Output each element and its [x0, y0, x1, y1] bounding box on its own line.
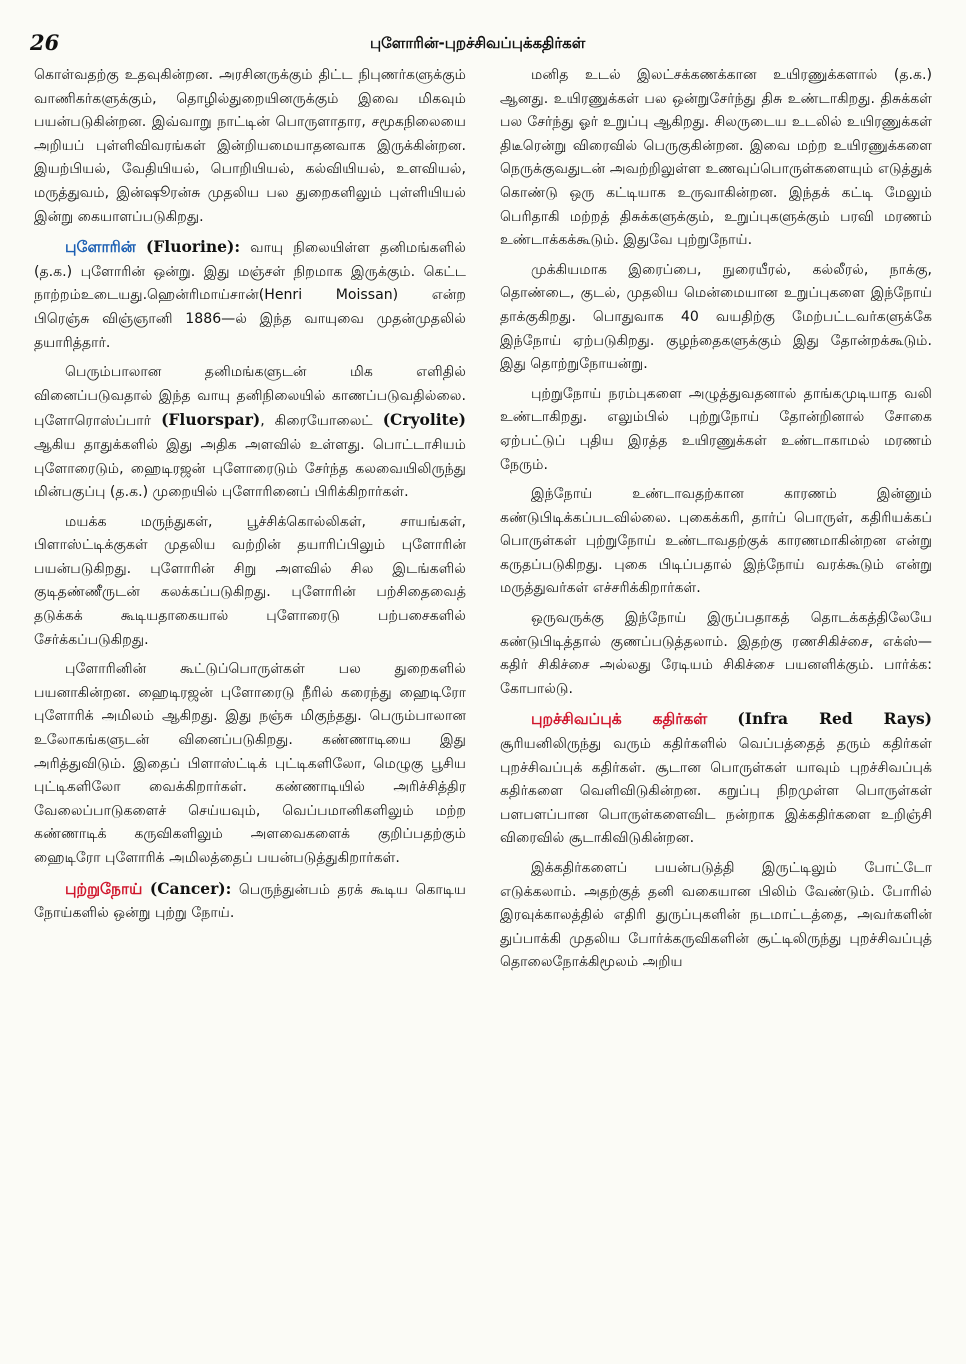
- paragraph-infrared-uses: இக்கதிர்களைப் பயன்படுத்தி இருட்டிலும் போட்டோ எடுக்கலாம். அதற்குத் தனி வகையான பிலிம் வேண்டும். போரில் இரவுக்காலத்தில் எதிரி துருப்புகளின் நடமாட்டத்தை, அவர்களின் துப்பாக்கி முதலிய போர்க்கருவிகளின் சூட்டிலிருந்து புறச்சிவப்புத் தொலைநோக்கிமூலம் அறிய: [500, 860, 932, 971]
- entry-term-infrared: புறச்சிவப்புக் கதிர்கள்: [531, 710, 708, 729]
- entry-english-infrared: (Infra Red Rays): [737, 709, 933, 729]
- entry-cancer: [34, 877, 466, 926]
- paragraph-cancer-organs: முக்கியமாக இரைப்பை, நுரையீரல், கல்லீரல், நாக்கு, தொண்டை, குடல், முதலிய மென்மையான உறுப்புகளை இந்நோய் தாக்குகிறது. பொதுவாக 40 வயதிற்கு மேற்பட்டவர்களுக்கே இந்நோய் ஏற்படுகிறது. குழந்தைகளுக்கும் இது தோன்றக்கூடும். இது தொற்றுநோயன்று.: [500, 261, 932, 373]
- entry-body-fluorine: வாயு நிலையிள்ள தனிமங்களில் (த.க.) புளோரின் ஒன்று. இது மஞ்சள் நிறமாக இருக்கும். கெட்ட நாற்றம்உடையது.ஹென்ரிமாய்சான்(Henri Moissan) என்ற பிரெஞ்சு விஞ்ஞானி 1886—ல் இந்த வாயுவை முதன்முதலில் தயாரித்தார்.: [34, 240, 466, 351]
- paragraph-cancer-pain: புற்றுநோய் நரம்புகளை அழுத்துவதனால் தாங்கமுடியாத வலி உண்டாகிறது. எலும்பில் புற்றுநோய் தோன்றினால் சோகை ஏற்பட்டுப் புதிய இரத்த உயிரணுக்கள் உண்டாகாமல் மரணம் நேரும்.: [500, 385, 932, 473]
- paragraph-statistics-end: கொள்வதற்கு உதவுகின்றன. அரசினருக்கும் திட்ட நிபுணர்களுக்கும் வாணிகர்களுக்கும், தொழில்துறையினருக்கும் இவை மிகவும் பயன்படுகின்றன. இவ்வாறு நாட்டின் பொருளாதார, சமூகநிலையை அறியப் புள்ளிவிவரங்கள் இன்றியமையாதனவாக இருக்கின்றன. இயற்பியல், வேதியியல், பொறியியல், கல்வியியல், உளவியல், மருத்துவம், இன்ஷூரன்சு முதலிய பல துறைகளிலும் புள்ளியியல் இன்று கையாளப்படுகிறது.: [34, 67, 466, 225]
- right-column: [500, 64, 932, 981]
- left-column: [34, 64, 466, 932]
- paragraph-cancer-causes: இந்நோய் உண்டாவதற்கான காரணம் இன்னும் கண்டுபிடிக்கப்படவில்லை. புகைக்கரி, தார்ப் பொருள், கதிரியக்கப் பொருள்கள் புற்றுநோய் உண்டாவதற்குக் காரணமாகின்றன என்று கருதப்படுகிறது. புகை பிடிப்பதால் இந்நோய் வரக்கூடும் என்று மருத்துவர்கள் எச்சரிக்கிறார்கள்.: [500, 486, 932, 597]
- entry-infrared: [500, 707, 932, 851]
- page-number: 26: [30, 30, 60, 55]
- text-segment: பெரும்பாலான தனிமங்களுடன் மிக எளிதில் வினைப்படுவதால் இந்த வாயு தனிநிலையில் காணப்படுவதில்லை. புளோரொஸ்ப்பார்: [34, 364, 466, 430]
- paragraph-fluorine-sources: [34, 361, 466, 505]
- page-header: [30, 30, 940, 60]
- paragraph-fluorine-compounds: புளோரினின் கூட்டுப்பொருள்கள் பல துறைகளில் பயனாகின்றன. ஹைடிரஜன் புளோரைடு நீரில் கரைந்து ஹைடிரோ புளோரிக் அமிலம் ஆகிறது. இது நஞ்சு மிகுந்தது. பெரும்பாலான உலோகங்களுடன் வினைப்படுகிறது. கண்ணாடியை இது அரித்துவிடும். இதைப் பிளாஸ்ட்டிக் புட்டிகளிலோ, மெழுகு பூசிய புட்டிகளிலோ வைக்கிறார்கள். கண்ணாடியில் அரிச்சித்திர வேலைப்பாடுகளைச் செய்யவும், வெப்பமானிகளிலும் மற்ற கண்ணாடிக் கருவிகளிலும் அளவைகளைக் குறிப்பதற்கும் ஹைடிரோ புளோரிக் அமிலத்தைப் பயன்படுத்துகிறார்கள்.: [34, 661, 466, 866]
- english-term-fluorspar: (Fluorspar): [161, 410, 261, 430]
- entry-english-cancer: (Cancer):: [149, 878, 232, 898]
- paragraph-fluorine-uses: மயக்க மருந்துகள், பூச்சிக்கொல்லிகள், சாயங்கள், பிளாஸ்ட்டிக்குகள் முதலிய வற்றின் தயாரிப்பிலும் புளோரின் பயன்படுகிறது. புளோரின் சிறு அளவில் சில இடங்களில் குடிதண்ணீருடன் கலக்கப்படுகிறது. புளோரின் பற்சிதைவைத் தடுக்கக் கூடியதாகையால் புளோரைடு பற்பசைகளில் சேர்க்கப்படுகிறது.: [34, 513, 466, 648]
- entry-body-cancer: பெருந்துன்பம் தரக் கூடிய கொடிய நோய்களில் ஒன்று புற்று நோய்.: [34, 881, 466, 922]
- paragraph-cancer-cells: மனித உடல் இலட்சக்கணக்கான உயிரணுக்களால் (த.க.) ஆனது. உயிரணுக்கள் பல ஒன்றுசேர்ந்து திசு உண்டாகிறது. திசுக்கள் பல சேர்ந்து ஓர் உறுப்பு ஆகிறது. சிலருடைய உடலில் உயிரணுக்கள் திடீரென்று விரைவில் பெருகுகின்றன. இவை மற்ற உயிரணுக்களை நெருக்குவதுடன் அவற்றிலுள்ள உணவுப்பொருள்களையும் எடுத்துக் கொண்டு ஒரு கட்டியாக உருவாகின்றன. இந்தக் கட்டி மேலும் பெரிதாகி மற்றத் திசுக்களுக்கும், உறுப்புகளுக்கும் பரவி மரணம் உண்டாக்கக்கூடும். இதுவே புற்றுநோய்.: [500, 67, 932, 249]
- entry-english-fluorine: (Fluorine):: [145, 237, 241, 257]
- text-segment: , கிரையோலைட்: [260, 413, 383, 430]
- paragraph-cancer-treatment: ஒருவருக்கு இந்நோய் இருப்பதாகத் தொடக்கத்திலேயே கண்டுபிடித்தால் குணப்படுத்தலாம். இதற்கு ரணசிகிச்சை, எக்ஸ்—கதிர் சிகிச்சை அல்லது ரேடியம் சிகிச்சை பயனளிக்கும். பார்க்க: கோபால்டு.: [500, 610, 932, 697]
- entry-term-fluorine: புளோரின்: [65, 238, 136, 257]
- entry-term-cancer: புற்றுநோய்: [65, 879, 143, 898]
- entry-fluorine: [34, 235, 466, 355]
- english-term-cryolite: (Cryolite): [382, 410, 466, 430]
- text-segment: ஆகிய தாதுக்களில் இது அதிக அளவில் உள்ளது. பொட்டாசியம் புளோரைடும், ஹைடிரஜன் புளோரைடும் சேர்ந்த கலவையிலிருந்து மின்பகுப்பு (த.க.) முறையில் புளோரினைப் பிரிக்கிறார்கள்.: [34, 436, 466, 501]
- running-title: புளோரின்-புறச்சிவப்புக்கதிர்கள்: [370, 34, 586, 52]
- entry-body-infrared: சூரியனிலிருந்து வரும் கதிர்களில் வெப்பத்தைத் தரும் கதிர்கள் புறச்சிவப்புக் கதிர்கள். சூடான பொருள்கள் யாவும் புறச்சிவப்புக் கதிர்களை வெளிவிடுகின்றன. கறுப்பு நிறமுள்ள பொருள்கள் பளபளப்பான பொருள்களைவிட நன்றாக இக்கதிர்களை உறிஞ்சி விரைவில் சூடாகிவிடுகின்றன.: [500, 736, 932, 847]
